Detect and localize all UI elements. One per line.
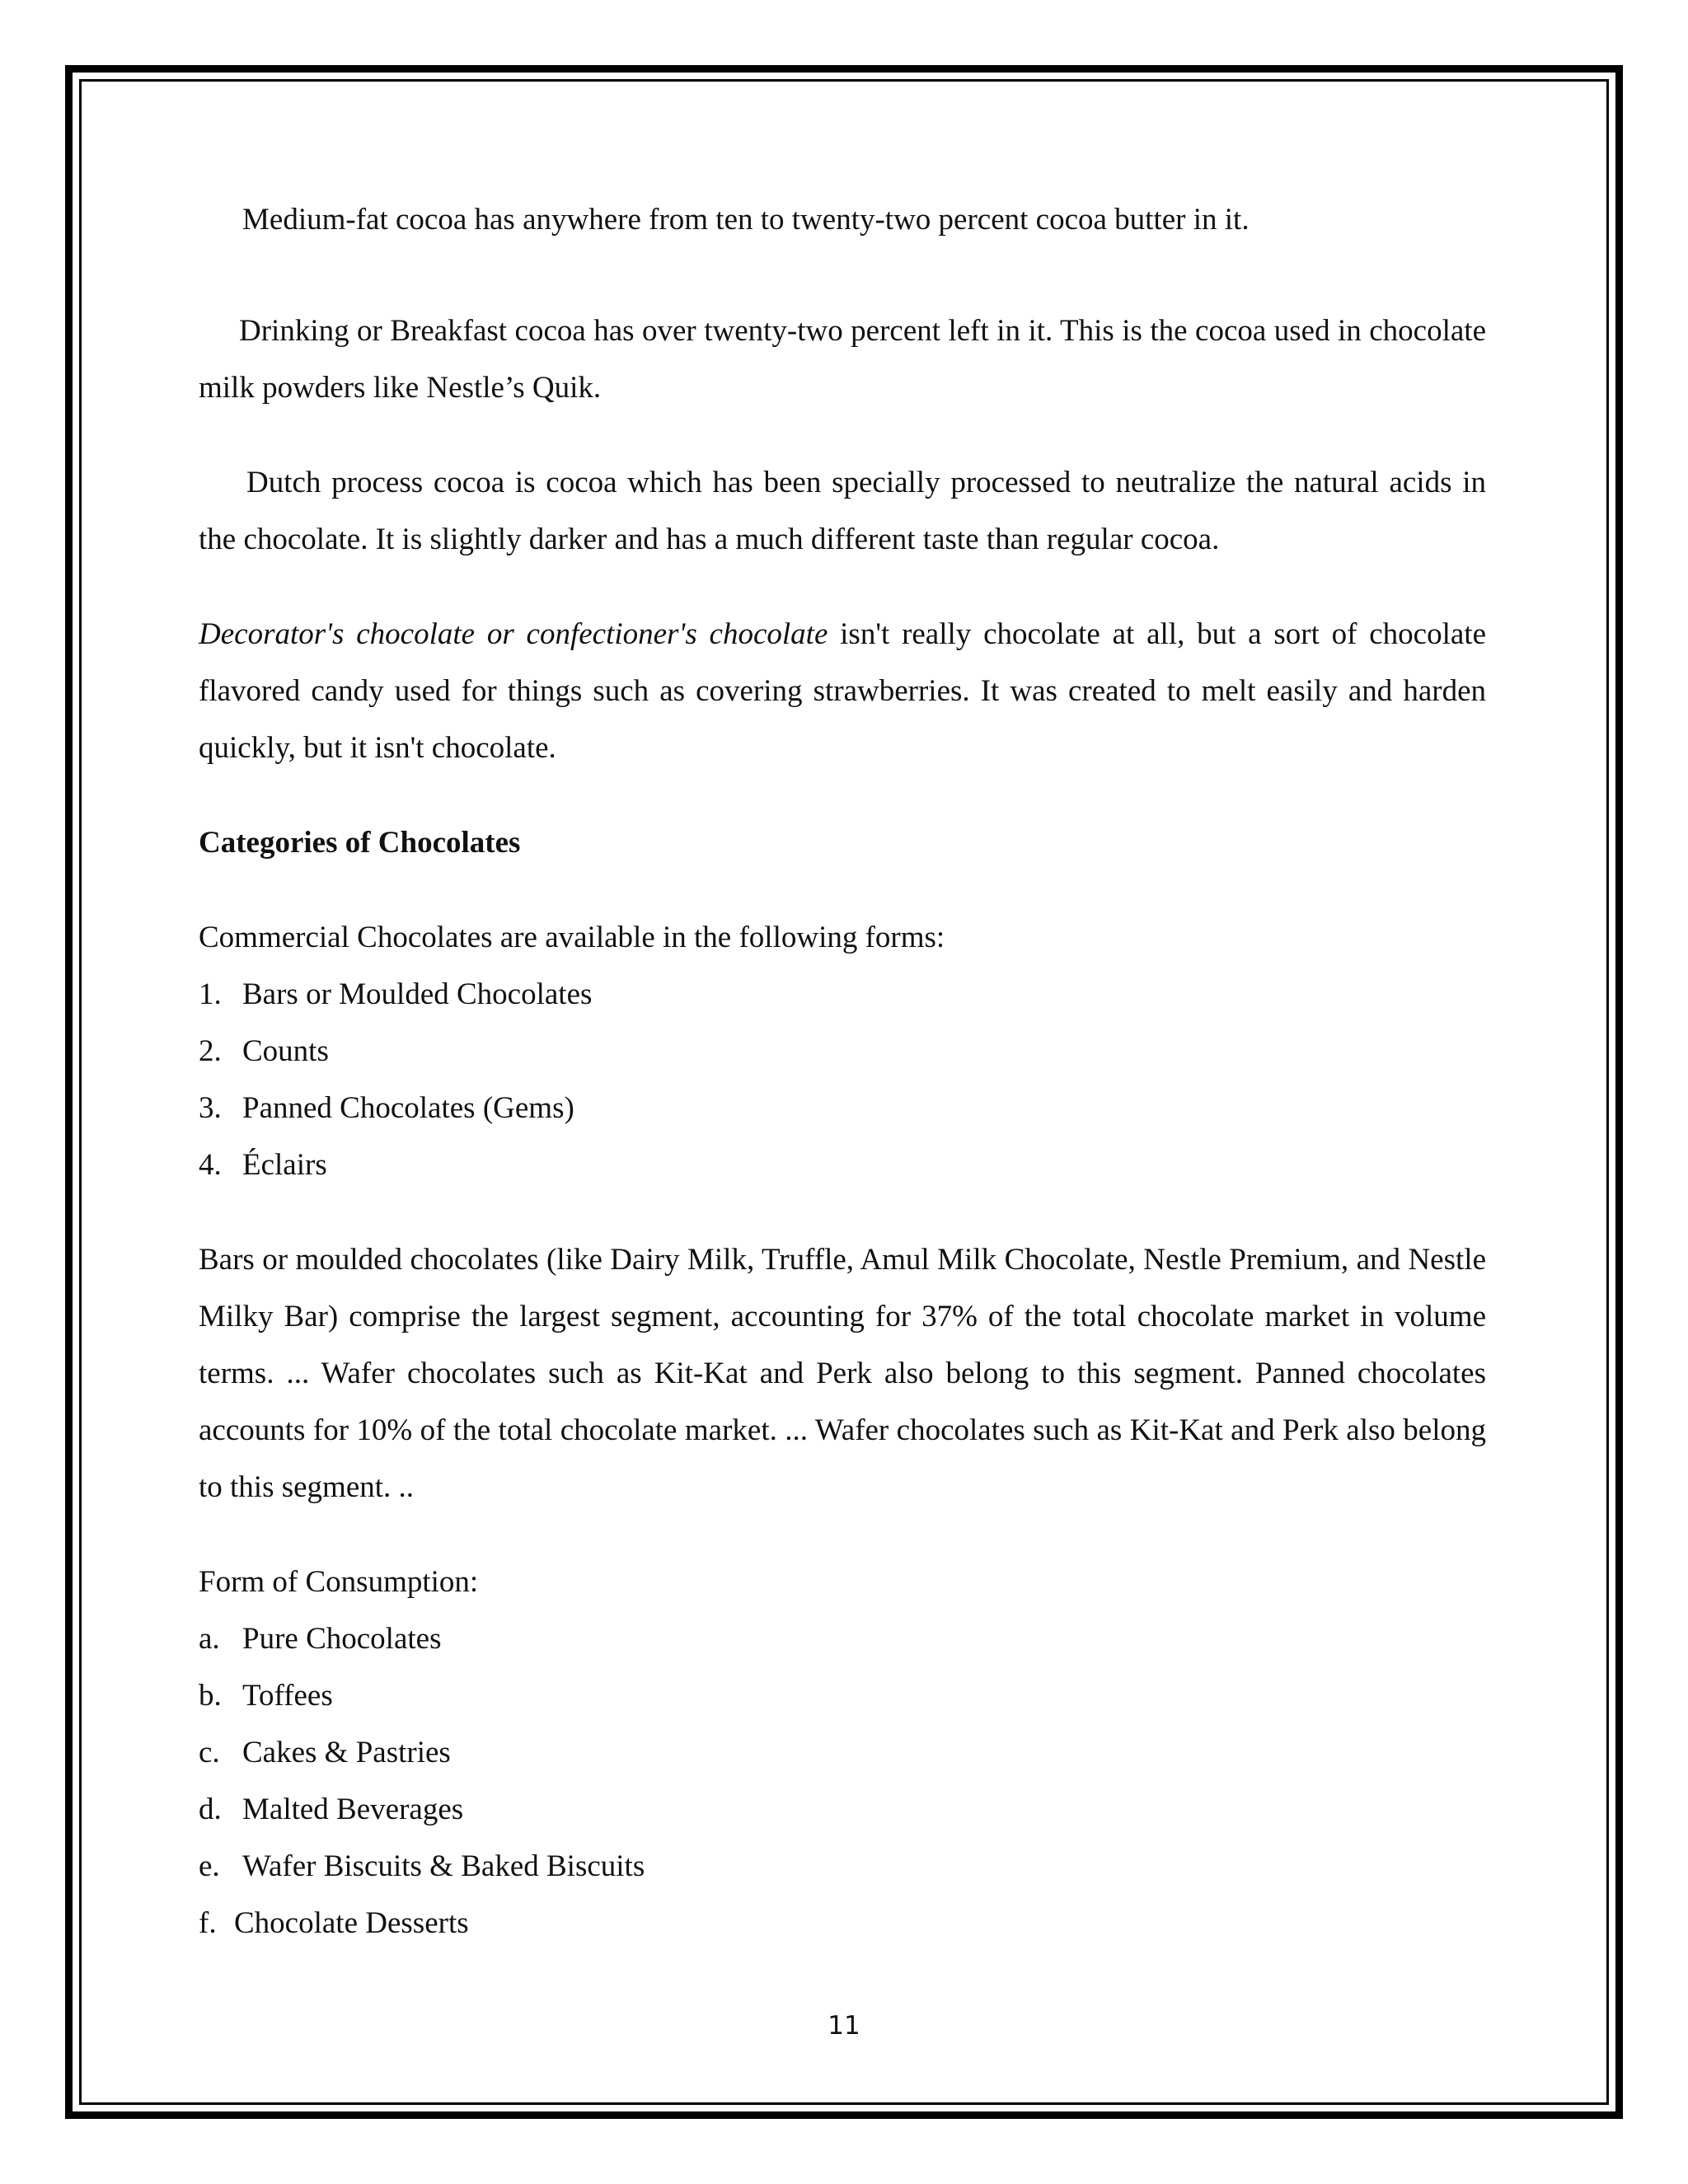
consumption-list bbox=[199, 1610, 1486, 1952]
list-item bbox=[199, 1724, 1486, 1781]
list-item-marker: a. bbox=[199, 1622, 220, 1656]
list-item-marker: f. bbox=[199, 1906, 217, 1940]
list-item bbox=[199, 1023, 1486, 1080]
list-item-label: Pure Chocolates bbox=[242, 1622, 442, 1656]
decorators-chocolate-description: isn't really chocolate at all, but a sort of chocolate flavored candy used for things such as covering strawberries. It was created to melt easily and harden quickly, but it isn't chocolate. bbox=[199, 617, 1486, 765]
list-item-label: Wafer Biscuits & Baked Biscuits bbox=[242, 1849, 645, 1883]
list-item-marker: 2. bbox=[199, 1034, 222, 1068]
page-number: 11 bbox=[828, 2011, 860, 2041]
document-body bbox=[199, 191, 1486, 1952]
list-item-marker: e. bbox=[199, 1849, 220, 1883]
list-item-label: Panned Chocolates (Gems) bbox=[242, 1091, 574, 1125]
categories-list bbox=[199, 966, 1486, 1193]
list-item-label: Éclairs bbox=[242, 1148, 327, 1182]
list-item-marker: c. bbox=[199, 1736, 220, 1769]
list-item-marker: 1. bbox=[199, 977, 222, 1011]
list-item bbox=[199, 966, 1486, 1023]
list-item bbox=[199, 1781, 1486, 1838]
list-item-marker: 3. bbox=[199, 1091, 222, 1125]
list-item-label: Toffees bbox=[242, 1679, 333, 1713]
paragraph-drinking-cocoa: Drinking or Breakfast cocoa has over twenty-two percent left in it. This is the cocoa used in chocolate milk powders like Nestle’s Quik. bbox=[199, 314, 1486, 405]
list-item-marker: b. bbox=[199, 1679, 222, 1713]
list-item-label: Chocolate Desserts bbox=[234, 1906, 469, 1940]
list-item bbox=[199, 1667, 1486, 1724]
section-heading-categories: Categories of Chocolates bbox=[199, 826, 521, 860]
list-item bbox=[199, 1895, 1486, 1952]
list-item-marker: d. bbox=[199, 1793, 222, 1826]
list-item-label: Counts bbox=[242, 1034, 329, 1068]
list-item bbox=[199, 1610, 1486, 1667]
list-item-label: Malted Beverages bbox=[242, 1793, 464, 1826]
list-item bbox=[199, 1080, 1486, 1137]
paragraph-dutch-process-cocoa: Dutch process cocoa is cocoa which has been specially processed to neutralize the natural acids in the chocolate. It is slightly darker and has a much different taste than regular cocoa. bbox=[199, 466, 1486, 556]
paragraph-bars-moulded: Bars or moulded chocolates (like Dairy Milk, Truffle, Amul Milk Chocolate, Nestle Premium, and Nestle Milky Bar) comprise the largest segment, accounting for 37% of the total chocolate market in volume terms. ... Wafer chocolates such as Kit-Kat and Perk also belong to this segment. Panned chocolates accounts for 10% of the total chocolate market. ... Wafer chocolates such as Kit-Kat and Perk also belong to this segment. .. bbox=[199, 1243, 1486, 1504]
paragraph-decorators-chocolate bbox=[199, 606, 1486, 776]
decorators-chocolate-term: Decorator's chocolate or confectioner's chocolate bbox=[199, 617, 828, 651]
paragraph-medium-fat-cocoa: Medium-fat cocoa has anywhere from ten to twenty-two percent cocoa butter in it. bbox=[242, 203, 1250, 237]
list-item-label: Bars or Moulded Chocolates bbox=[242, 977, 593, 1011]
list-item-label: Cakes & Pastries bbox=[242, 1736, 451, 1769]
consumption-heading: Form of Consumption: bbox=[199, 1565, 479, 1599]
categories-intro: Commercial Chocolates are available in the following forms: bbox=[199, 921, 945, 954]
list-item-marker: 4. bbox=[199, 1148, 222, 1182]
list-item bbox=[199, 1838, 1486, 1895]
list-item bbox=[199, 1137, 1486, 1193]
